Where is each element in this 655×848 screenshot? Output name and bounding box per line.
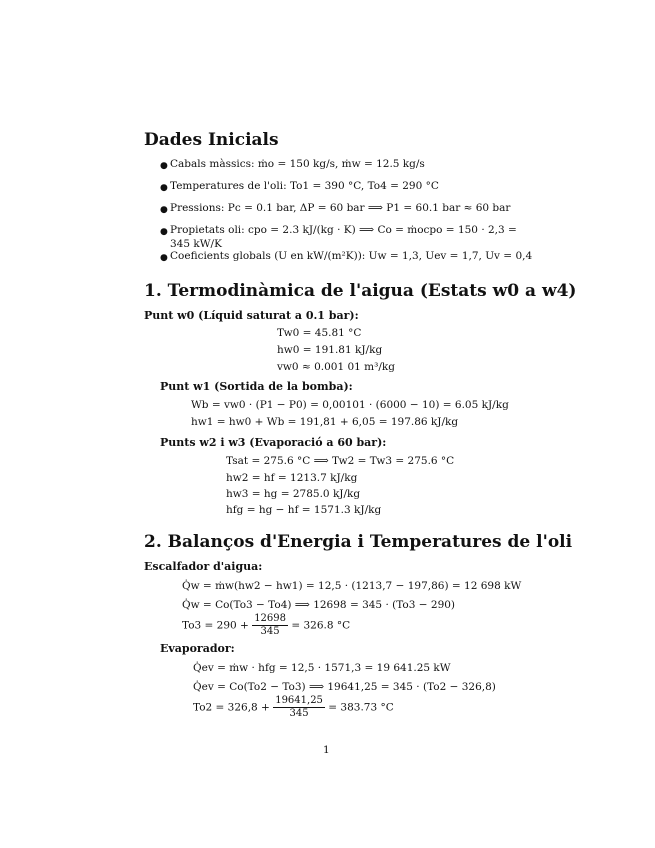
bullet-icon: ● (160, 253, 168, 263)
bullet-icon: ● (160, 227, 168, 237)
bullet-icon: ● (160, 205, 168, 215)
eq-qw-2: Q̇w = Co(To3 − To4) ⟹ 12698 = 345 · (To3 − 290) (182, 599, 456, 611)
eq-to2 (193, 695, 394, 720)
heading-punt-w1: Punt w1 (Sortida de la bomba): (160, 380, 353, 393)
eq-hw3: hw3 = hg = 2785.0 kJ/kg (226, 488, 361, 500)
eq-to3-rhs: = 326.8 °C (291, 619, 351, 632)
eq-hw0: hw0 = 191.81 kJ/kg (277, 344, 383, 356)
section-title-balancos: 2. Balanços d'Energia i Temperatures de l'oli (144, 532, 573, 552)
heading-punts-w2-w3: Punts w2 i w3 (Evaporació a 60 bar): (160, 436, 387, 449)
eq-to2-rhs: = 383.73 °C (328, 701, 394, 714)
eq-to2-numerator: 19641,25 (275, 695, 323, 706)
eq-to3-lhs: To3 = 290 + (182, 619, 249, 632)
eq-hfg: hfg = hg − hf = 1571.3 kJ/kg (226, 504, 382, 516)
eq-qw-1: Q̇w = ṁw(hw2 − hw1) = 12,5 · (1213,7 − 197,86) = 12 698 kW (182, 580, 522, 592)
section-title-dades: Dades Inicials (144, 130, 279, 150)
eq-to2-fraction (273, 695, 325, 720)
bullet-icon: ● (160, 161, 168, 171)
dades-item-propietats-cont: 345 kW/K (170, 238, 222, 250)
dades-item-coeficients: Coeficients globals (U en kW/(m²K)): Uw = 1,3, Uev = 1,7, Uv = 0,4 (170, 250, 533, 262)
bullet-icon: ● (160, 183, 168, 193)
heading-evaporador: Evaporador: (160, 642, 235, 655)
section-title-termodinamica: 1. Termodinàmica de l'aigua (Estats w0 a w4) (144, 281, 577, 301)
eq-wb: Wb = vw0 · (P1 − P0) = 0,00101 · (6000 − 10) = 6.05 kJ/kg (191, 399, 509, 411)
eq-to2-denominator: 345 (289, 708, 309, 719)
eq-vw0: vw0 ≈ 0.001 01 m³/kg (277, 361, 395, 373)
eq-tsat: Tsat = 275.6 °C ⟹ Tw2 = Tw3 = 275.6 °C (226, 455, 455, 467)
eq-to3-numerator: 12698 (254, 613, 286, 624)
eq-qev-2: Q̇ev = Co(To2 − To3) ⟹ 19641,25 = 345 · (To2 − 326,8) (193, 681, 496, 693)
eq-to3-denominator: 345 (260, 626, 280, 637)
heading-escalfador: Escalfador d'aigua: (144, 560, 263, 573)
eq-hw1: hw1 = hw0 + Wb = 191,81 + 6,05 = 197.86 kJ/kg (191, 416, 459, 428)
dades-item-pressions: Pressions: Pc = 0.1 bar, ΔP = 60 bar ⟹ P1 = 60.1 bar ≈ 60 bar (170, 202, 511, 214)
eq-to3-fraction (252, 613, 288, 638)
dades-item-cabals: Cabals màssics: ṁo = 150 kg/s, ṁw = 12.5 kg/s (170, 158, 425, 170)
eq-tw0: Tw0 = 45.81 °C (277, 327, 362, 339)
eq-to2-lhs: To2 = 326,8 + (193, 701, 270, 714)
dades-item-propietats: Propietats oli: cpo = 2.3 kJ/(kg · K) ⟹ Co = ṁocpo = 150 · 2,3 = (170, 224, 517, 236)
dades-item-temperatures: Temperatures de l'oli: To1 = 390 °C, To4 = 290 °C (170, 180, 439, 192)
page-number: 1 (323, 744, 330, 756)
eq-qev-1: Q̇ev = ṁw · hfg = 12,5 · 1571,3 = 19 641.25 kW (193, 662, 451, 674)
eq-hw2: hw2 = hf = 1213.7 kJ/kg (226, 472, 358, 484)
heading-punt-w0: Punt w0 (Líquid saturat a 0.1 bar): (144, 309, 359, 322)
eq-to3 (182, 613, 350, 638)
